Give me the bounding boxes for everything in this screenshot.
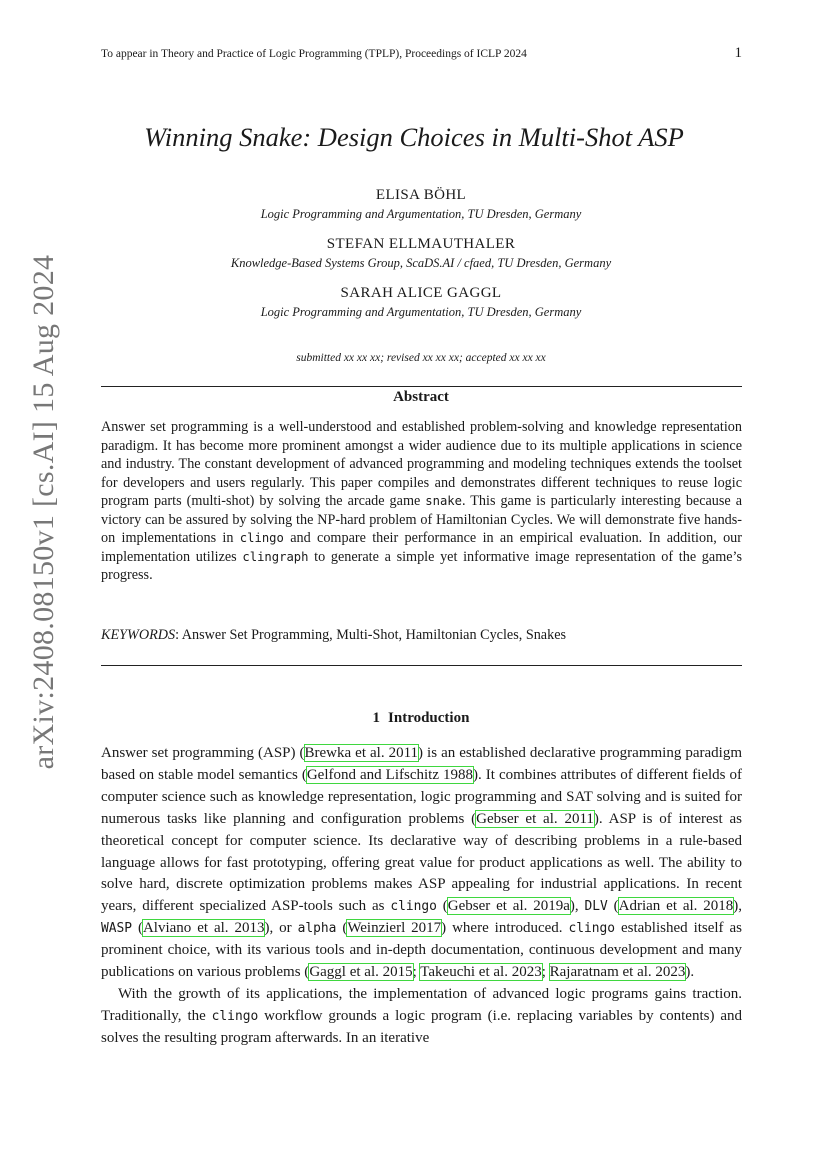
submission-dates: submitted xx xx xx; revised xx xx xx; accepted xx xx xx [296, 352, 546, 364]
abstract-body: Answer set programming is a well-understood and established problem-solving and knowledge representation paradigm. It has become more prominent amongst a wider audience due to its multiple applications in science and industry. The constant development of advanced programming and modeling techniques extends the toolset for developers and users regularly. This paper compiles and demonstrates different techniques to reuse logic program parts (multi-shot) by solving the arcade game snake. This game is particularly interesting because a victory can be assured by solving the NP-hard problem of Hamiltonian Cycles. We will demonstrate five hands-on implementations in clingo and compare their performance in an empirical evaluation. In addition, our implementation utilizes clingraph to generate a simple yet informative image representation of the game’s progress. [101, 419, 742, 583]
code-term: snake [425, 494, 462, 508]
keywords-label: KEYWORDS [101, 627, 176, 643]
paragraph: With the growth of its applications, the implementation of advanced logic programs gains traction. Traditionally, the clingo workflow grounds a logic program (i.e. replacing variables by contents) and solves the resulting program afterwards. In an iterative [101, 985, 742, 1046]
page-number: 1 [734, 45, 742, 61]
code-term: clingo [568, 921, 616, 937]
author-name: SARAH ALICE GAGGL [340, 285, 502, 301]
citation-link[interactable]: Adrian et al. 2018 [618, 898, 734, 915]
code-term: clingo [211, 1008, 259, 1024]
running-head: To appear in Theory and Practice of Logic Programming (TPLP), Proceedings of ICLP 2024 [101, 48, 527, 60]
author-affiliation: Logic Programming and Argumentation, TU Dresden, Germany [260, 207, 582, 221]
code-term: clingo [239, 531, 284, 545]
code-term: clingraph [242, 549, 309, 564]
author-name: STEFAN ELLMAUTHALER [326, 236, 516, 252]
abstract-heading: Abstract [393, 389, 449, 405]
section-number: 1 [372, 710, 381, 726]
keywords-text: : Answer Set Programming, Multi-Shot, Hamiltonian Cycles, Snakes [175, 627, 567, 643]
citation-link[interactable]: Takeuchi et al. 2023 [420, 964, 542, 981]
citation-link[interactable]: Gelfond and Lifschitz 1988 [306, 766, 474, 783]
paragraph: Answer set programming (ASP) (Brewka et al. 2011) is an established declarative programming paradigm based on stable model semantics (Gelfond and Lifschitz 1988). It combines attributes of different fields of computer science such as knowledge representation, logic programming and SAT solving and is suited for numerous tasks like planning and configuration problems (Gebser et al. 2011). ASP is of interest as theoretical concept for computer science. Its declarative way of describing problems in a rule-based language allows for fast prototyping, offering great value for product applications as well. The ability to solve hard, discrete optimization problems makes ASP appealing for industrial applications. In recent years, different specialized ASP-tools such as clingo (Gebser et al. 2019a), DLV (Adrian et al. 2018), WASP (Alviano et al. 2013), or alpha (Weinzierl 2017) where introduced. clingo established itself as prominent choice, with its various tools and in-depth documentation, continuous development and many publications on various problems (Gaggl et al. 2015; Takeuchi et al. 2023; Rajaratnam et al. 2023). [101, 745, 743, 981]
paper-title: Winning Snake: Design Choices in Multi-Shot ASP [144, 122, 684, 152]
keywords [101, 627, 742, 644]
code-term: WASP [101, 921, 133, 937]
citation-link[interactable]: Rajaratnam et al. 2023 [549, 964, 686, 981]
author-affiliation: Knowledge-Based Systems Group, ScaDS.AI / cfaed, TU Dresden, Germany [230, 256, 612, 270]
citation-link[interactable]: Gaggl et al. 2015 [309, 964, 413, 981]
citation-link[interactable]: Alviano et al. 2013 [142, 920, 265, 937]
arxiv-stamp: arXiv:2408.08150v1 [cs.AI] 15 Aug 2024 [27, 254, 60, 770]
author-affiliation: Logic Programming and Argumentation, TU Dresden, Germany [260, 305, 582, 319]
citation-link[interactable]: Brewka et al. 2011 [304, 745, 419, 761]
code-term: clingo [390, 899, 437, 915]
author-name: ELISA BÖHL [375, 187, 467, 203]
section-heading [0, 710, 828, 727]
citation-link[interactable]: Weinzierl 2017 [347, 920, 442, 937]
code-term: DLV [584, 899, 608, 915]
citation-link[interactable]: Gebser et al. 2011 [476, 810, 594, 827]
section-title: Introduction [388, 710, 470, 726]
code-term: alpha [297, 921, 337, 937]
citation-link[interactable]: Gebser et al. 2019a [447, 898, 570, 915]
abstract-bottom-rule [101, 665, 742, 666]
body-text [101, 743, 742, 1050]
abstract-top-rule [101, 386, 742, 387]
